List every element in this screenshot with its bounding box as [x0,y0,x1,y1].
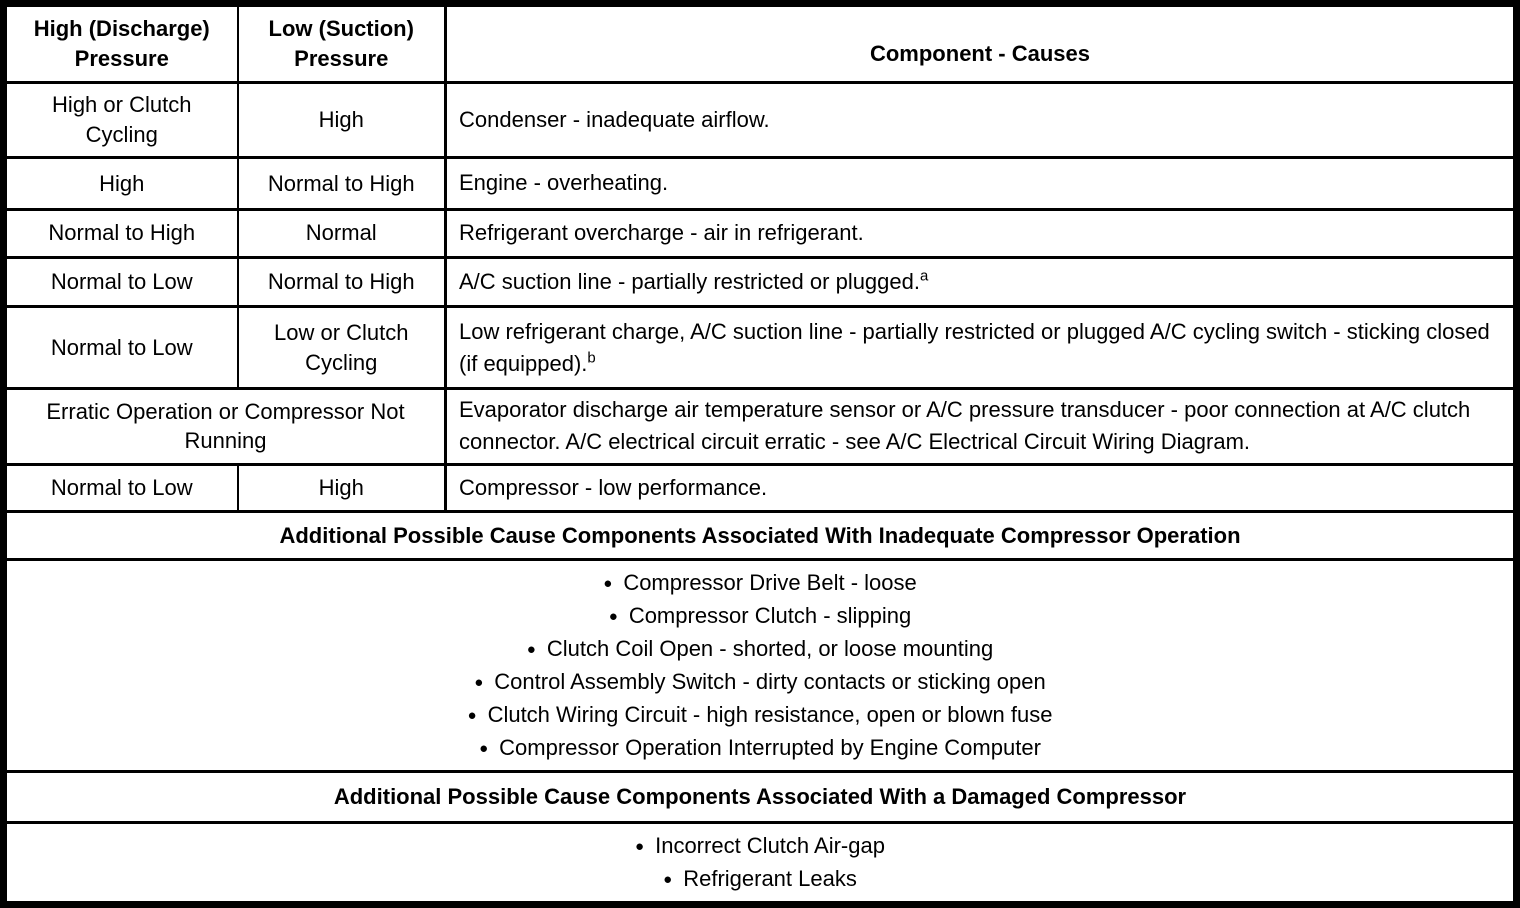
section-header-row [4,511,1517,559]
cell-cause [446,307,1517,389]
cause-text: A/C suction line - partially restricted or plugged. [459,269,920,295]
list-item-text: Compressor Operation Interrupted by Engine Computer [499,735,1041,761]
section-bullets-row [4,823,1517,905]
cause-text: Refrigerant overcharge - air in refrigerant. [459,220,864,246]
header-component-causes: Component - Causes [446,4,1517,83]
bullet-icon: ● [467,706,477,724]
bullet-icon: ● [526,640,536,658]
cause-text: Evaporator discharge air temperature sensor or A/C pressure transducer - poor connection at A/C clutch connector. A/C electrical circuit erratic - see A/C Electrical Circuit Wiring Diagram. [459,397,1471,455]
cell-pressure-span: Erratic Operation or Compressor Not Running [4,388,446,464]
header-low-suction-pressure: Low (Suction) Pressure [238,4,446,83]
cell-cause [446,388,1517,464]
list-item-text: Compressor Clutch - slipping [628,603,912,629]
table-row [4,464,1517,511]
cell-low-pressure: Low or Clutch Cycling [238,307,446,389]
cell-high-pressure: Normal to High [4,209,238,257]
list-item-text: Clutch Wiring Circuit - high resistance, open or blown fuse [487,702,1053,728]
bullet-icon: ● [663,870,673,888]
footnote-marker: b [587,349,596,367]
cell-low-pressure: High [238,82,446,158]
bullet-icon: ● [608,607,618,625]
cell-low-pressure: Normal to High [238,158,446,209]
list-item-text: Control Assembly Switch - dirty contacts or sticking open [494,669,1046,695]
cell-high-pressure: High or Clutch Cycling [4,82,238,158]
bullet-icon: ● [479,739,489,757]
section-title-inadequate-compressor-operation: Additional Possible Cause Components Associated With Inadequate Compressor Operation [4,511,1517,559]
cell-cause [446,82,1517,158]
table-row [4,209,1517,257]
cell-high-pressure: High [4,158,238,209]
list-item-text: Incorrect Clutch Air-gap [655,833,885,859]
list-item-text: Clutch Coil Open - shorted, or loose mounting [546,636,994,662]
list-item [7,633,1513,666]
cell-low-pressure: High [238,464,446,511]
list-item [7,567,1513,600]
bullet-list-damaged-compressor [4,823,1517,905]
cell-cause [446,209,1517,257]
bullet-list-inadequate-compressor [4,560,1517,772]
table-row [4,82,1517,158]
list-item [7,863,1513,896]
cause-text: Engine - overheating. [459,170,669,196]
cause-text: Condenser - inadequate airflow. [459,106,770,132]
table-row [4,307,1517,389]
list-item [7,666,1513,699]
cell-low-pressure: Normal to High [238,257,446,306]
bullet-icon: ● [603,574,613,592]
cell-high-pressure: Normal to Low [4,257,238,306]
table-row [4,388,1517,464]
list-item [7,699,1513,732]
list-item-text: Refrigerant Leaks [683,866,857,892]
cell-cause [446,158,1517,209]
list-item [7,830,1513,863]
list-item [7,600,1513,633]
cell-cause [446,257,1517,306]
bullet-icon: ● [635,837,645,855]
header-high-discharge-pressure: High (Discharge) Pressure [4,4,238,83]
footnote-marker: a [920,267,929,285]
bullet-icon: ● [474,673,484,691]
table-header-row [4,4,1517,83]
cell-low-pressure: Normal [238,209,446,257]
cell-cause [446,464,1517,511]
cause-text: Compressor - low performance. [459,474,768,500]
list-item-text: Compressor Drive Belt - loose [623,570,917,596]
list-item [7,732,1513,765]
table-row [4,257,1517,306]
cell-high-pressure: Normal to Low [4,307,238,389]
cause-text: Low refrigerant charge, A/C suction line - partially restricted or plugged A/C cycling switch - sticking closed (if equipped). [459,318,1490,376]
section-bullets-row [4,560,1517,772]
table-row [4,158,1517,209]
section-title-damaged-compressor: Additional Possible Cause Components Associated With a Damaged Compressor [4,771,1517,822]
section-header-row [4,771,1517,822]
cell-high-pressure: Normal to Low [4,464,238,511]
